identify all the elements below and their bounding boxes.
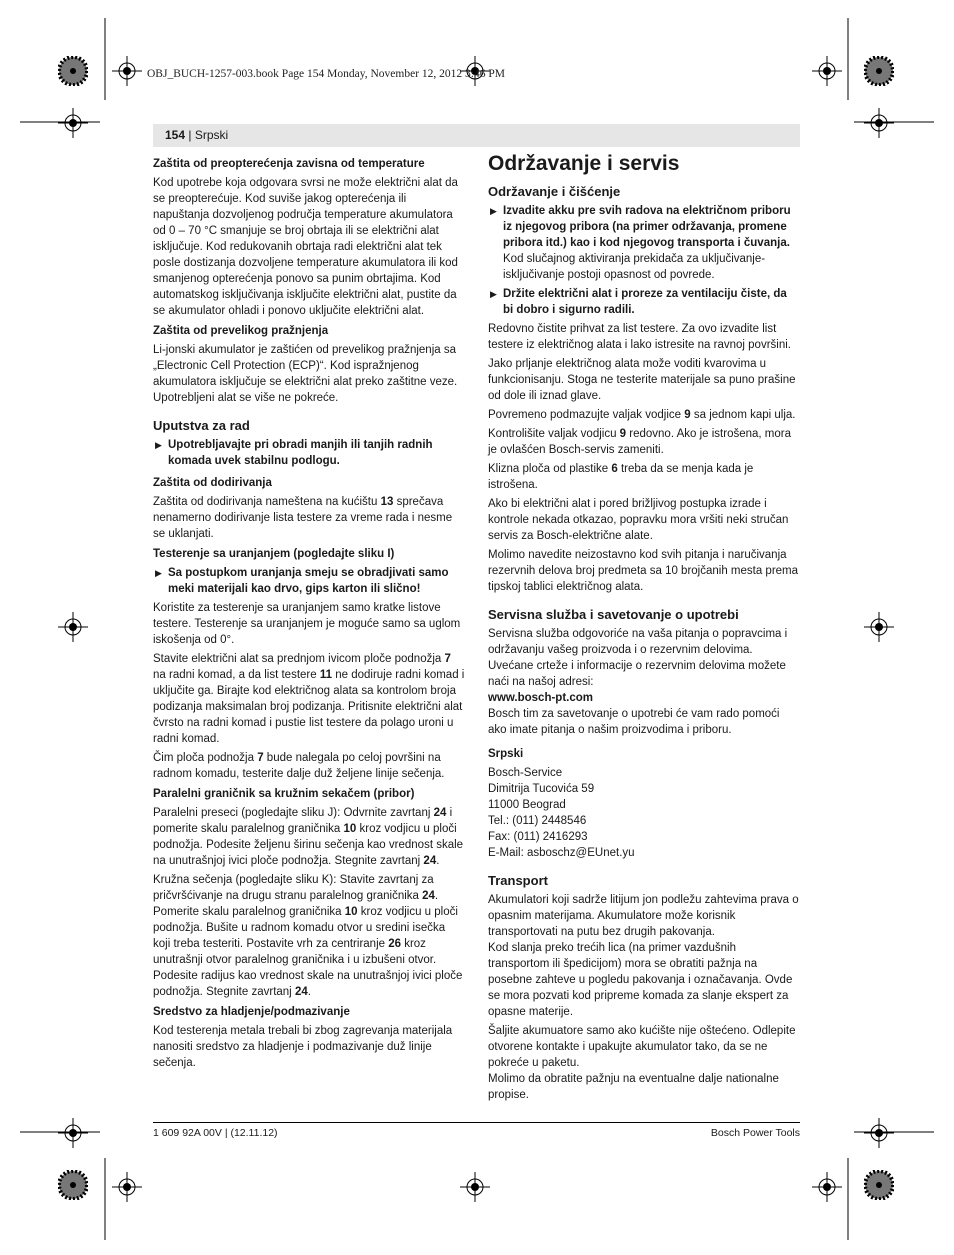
page-number: 154	[165, 128, 186, 142]
arrow-bullet-icon: ▶	[155, 440, 162, 450]
arrow-bullet-icon: ▶	[490, 206, 497, 216]
paragraph: Kontrolišite valjak vodjicu 9 redovno. Ako je istrošena, mora je ovlašćen Bosch-servis zameniti.	[488, 428, 791, 456]
star-target-icon	[58, 1170, 88, 1200]
paragraph: Ako bi električni alat i pored brižljivog postupka izrade i kontrole nekada otkazao, popravku mora vršiti neki stručan servis za Bosch-električne alate.	[488, 498, 789, 542]
paragraph: Redovno čistite prihvat za list testere. Za ovo izvadite list testere iz električnog alata i lako istresite na ravnoj površini.	[488, 323, 791, 351]
star-target-icon	[58, 56, 88, 86]
subheading: Paralelni graničnik sa kružnim sekačem (pribor)	[153, 788, 415, 800]
paragraph: Povremeno podmazujte valjak vodjice 9 sa jednom kapi ulja.	[488, 409, 796, 421]
registration-mark-icon	[812, 56, 842, 86]
paragraph: Klizna ploča od plastike 6 treba da se menja kada je istrošena.	[488, 463, 754, 491]
subheading: Testerenje sa uranjanjem (pogledajte sliku I)	[153, 548, 395, 560]
registration-mark-icon	[812, 1172, 842, 1202]
paragraph: Molimo da obratite pažnju na eventualne dalje nationalne propise.	[488, 1073, 779, 1101]
bullet-item: ▶ Držite električni alat i proreze za ventilaciju čiste, da bi dobro i sigurno radili.	[490, 288, 787, 316]
footer-doc-id: 1 609 92A 00V | (12.11.12)	[153, 1127, 278, 1139]
bullet-item: ▶ Izvadite akku pre svih radova na električnom priboru iz njegovog pribora (na primer održavanja, promene pribora itd.) kao i kod njegovog transporta i čuvanja. Kod slučajnog aktiviranja prekidača za uključivanje-isključivanje postoji opasnost od povrede.	[490, 205, 791, 281]
right-column	[488, 150, 800, 1106]
paragraph: Kružna sečenja (pogledajte sliku K): Stavite zavrtanj za pričvršćivanje na drugu stranu paralelnog graničnika 24. Pomerite skalu paralelnog graničnika 10 kroz vodjicu u ploči podnožja. Bušite u radnom komadu otvor u sredini isečka koji treba testeriti. Postavite vrh za centriranje 26 kroz unutrašnji otvor paralelnog graničnika i u izbušeni otvor. Podesite radijus kao vrednost skale na unutrašnjoj ivici ploče podnožja. Stegnite zavrtanj 24.	[153, 874, 463, 998]
paragraph: Kod upotrebe koja odgovara svrsi ne može električni alat da se preopterećuje. Kod suviše jakog opterećenja ili napuštanja dozvoljenog područja temperature akumulatora od 0 – 70 °C smanjuje se broj obrtaja ili se električni alat isključuje. Kod redukovanih obrtaja radi električni alat tek posle dostizanja dozvoljene temperature akumulatora ili kod smanjenog opterećenja ponovo sa punim obrtajima. Kod automatskog isključivanja isključite električni alat, pustite da se akumulator ohladi i ponovo uključite električni alat.	[153, 177, 458, 317]
main-title: Održavanje i servis	[488, 152, 680, 175]
star-target-icon	[864, 1170, 894, 1200]
paragraph: Koristite za testerenje sa uranjanjem samo kratke listove testere. Testerenje sa uranjanjem je moguće samo sa uglom iskošenja od 0°.	[153, 602, 461, 646]
registration-mark-icon	[58, 108, 88, 138]
registration-mark-icon	[112, 56, 142, 86]
subheading: Zaštita od dodirivanja	[153, 477, 272, 489]
registration-mark-icon	[864, 108, 894, 138]
paragraph: Šaljite akumuatore samo ako kućište nije oštećeno. Odlepite otvorene kontakte i upakujte akumulator tako, da se ne pokreće u paketu.	[488, 1025, 796, 1069]
paragraph: Akumulatori koji sadrže litijum jon podležu zahtevima prava o opasnim materijama. Akumulatore može korisnik transportovati na putu bez drugih pakovanja.	[488, 894, 799, 938]
footer-divider	[153, 1122, 800, 1123]
page-header: 154 | Srpski	[153, 124, 800, 147]
star-target-icon	[864, 56, 894, 86]
website-link[interactable]: www.bosch-pt.com	[488, 692, 593, 704]
arrow-bullet-icon: ▶	[490, 289, 497, 299]
bullet-item: ▶ Upotrebljavajte pri obradi manjih ili tanjih radnih komada uvek stabilnu podlogu.	[155, 439, 433, 467]
subheading: Zaštita od preopterećenja zavisna od temperature	[153, 158, 425, 170]
paragraph: Li-jonski akumulator je zaštićen od prevelikog pražnjenja sa „Electronic Cell Protection (ECP)“. Kod ispražnjenog akumulatora isključuje se električni alat preko zaštitne veze. Upotrebljeni alat se više ne pokreće.	[153, 344, 458, 404]
service-address: Bosch-Service Dimitrija Tucovića 59 11000 Beograd Tel.: (011) 2448546 Fax: (011) 2416293 E-Mail: asboschz@EUnet.yu	[488, 767, 635, 859]
registration-mark-icon	[58, 612, 88, 642]
paragraph: Zaštita od dodirivanja nameštena na kućištu 13 sprečava nenamerno dodirivanje lista testere za vreme rada i nesme se uklanjati.	[153, 496, 453, 540]
print-header: OBJ_BUCH-1257-003.book Page 154 Monday, November 12, 2012 3:46 PM	[147, 68, 505, 80]
subheading: Sredstvo za hladjenje/podmazivanje	[153, 1006, 350, 1018]
paragraph: Kod testerenja metala trebali bi zbog zagrevanja materijala nanositi sredstvo za hladjenje i podmazivanje duž linije sečenja.	[153, 1025, 453, 1069]
paragraph: Paralelni preseci (pogledajte sliku J): Odvrnite zavrtanj 24 i pomerite skalu paralelnog graničnika 10 kroz vodjicu u ploči podnožja. Podesite željenu širinu sečenja kao vrednost skale na unutrašnjoj ivici ploče podnožja. Stegnite zavrtanj 24.	[153, 807, 464, 867]
paragraph: Stavite električni alat sa prednjom ivicom ploče podnožja 7 na radni komad, a da list testere 11 ne dodiruje radni komad i uključite ga. Birajte kod električnog alata sa kontrolom broja podizanja maksimalan broj podizanja. Pritisnite električni alat čvrsto na radni komad i pustie list testere da polago uroni u radni komad.	[153, 653, 465, 745]
paragraph: Servisna služba odgovoriće na vaša pitanja o popravcima i održavanju vašeg proizvoda i o rezervnim delovima. Uvećane crteže i informacije o rezervnim delovima možete naći na našoj adresi:	[488, 628, 788, 688]
section-heading: Transport	[488, 873, 548, 888]
paragraph: Molimo navedite neizostavno kod svih pitanja i naručivanja rezervnih delova broj predmeta sa 10 brojčanih mesta prema tipskoj tablici električnog alata.	[488, 549, 799, 593]
paragraph: Jako prljanje električnog alata može voditi kvarovima u funkcionisanju. Stoga ne testerite materijale sa puno prašine od dole ili iznad glave.	[488, 358, 796, 402]
footer-brand: Bosch Power Tools	[710, 1127, 800, 1139]
country-heading: Srpski	[488, 748, 524, 760]
section-heading: Servisna služba i savetovanje o upotrebi	[488, 607, 739, 622]
section-heading: Uputstva za rad	[153, 418, 250, 433]
paragraph: Bosch tim za savetovanje o upotrebi će vam rado pomoći ako imate pitanja o našim proizvodima i priboru.	[488, 708, 780, 736]
subheading: Zaštita od prevelikog pražnjenja	[153, 325, 329, 337]
paragraph: Čim ploča podnožja 7 bude nalegala po celoj površini na radnom komadu, testerite dalje duž željene linije sečenja.	[153, 752, 445, 780]
left-column	[153, 156, 465, 1074]
paragraph: Kod slanja preko trećih lica (na primer vazdušnih transportom ili špedicijom) mora se obratiti pažnja na posebne zahteve u pogledu pakovanja i označavanja. Ovde se mora pozvati kod pripreme komada za slanje ekspert za opasne materije.	[488, 942, 793, 1018]
registration-mark-icon	[58, 1118, 88, 1148]
bullet-item: ▶ Sa postupkom uranjanja smeju se obradjivati samo meki materijali kao drvo, gips karton ili slično!	[155, 567, 449, 595]
section-heading: Održavanje i čišćenje	[488, 184, 621, 199]
registration-mark-icon	[864, 1118, 894, 1148]
registration-mark-icon	[112, 1172, 142, 1202]
registration-mark-icon	[460, 1172, 490, 1202]
registration-mark-icon	[864, 612, 894, 642]
arrow-bullet-icon: ▶	[155, 568, 162, 578]
page-language: Srpski	[194, 128, 229, 142]
